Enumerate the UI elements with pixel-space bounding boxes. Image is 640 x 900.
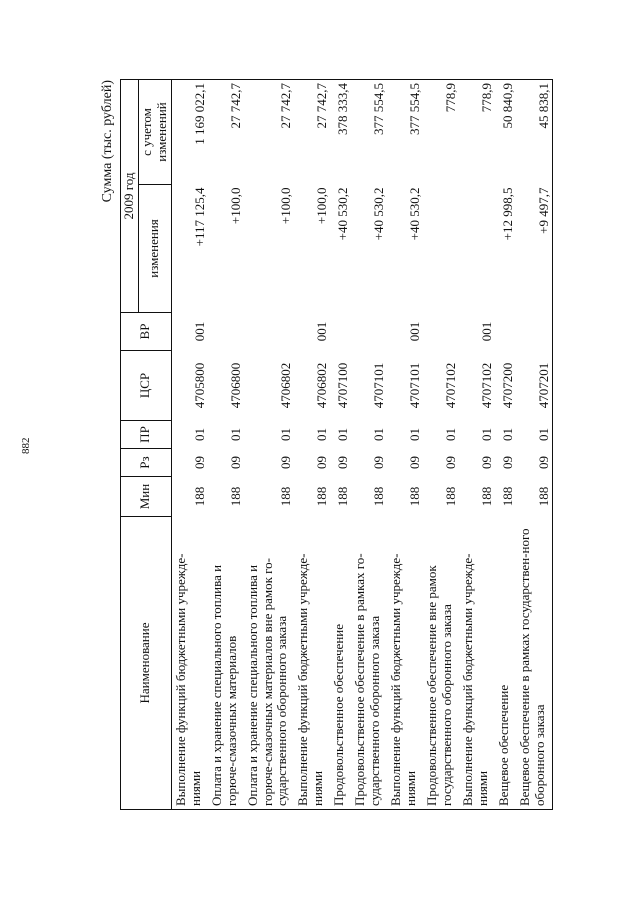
row-min: 188 <box>371 486 387 507</box>
row-name: Выполнение функций бюджетными учрежде-ниями <box>171 517 207 810</box>
row-rz: 09 <box>499 456 515 469</box>
row-name: Вещевое обеспечение в рамках государствен-ного оборонного заказа <box>516 517 552 810</box>
row-pr: 01 <box>442 428 458 441</box>
table-row <box>423 80 459 810</box>
header-pr: ПР <box>121 421 172 449</box>
row-rz: 09 <box>442 456 458 469</box>
row-changes: +9 497,7 <box>516 185 552 313</box>
row-csr: 4707200 <box>499 362 515 409</box>
row-pr: 01 <box>371 428 387 441</box>
row-min: 188 <box>278 486 294 507</box>
table-row <box>387 80 423 810</box>
row-csr: 4706802 <box>314 362 330 409</box>
row-name: Вещевое обеспечение <box>495 517 516 810</box>
row-min: 188 <box>499 486 515 507</box>
row-csr: 4705800 <box>191 362 207 409</box>
row-total: 45 838,1 <box>516 80 552 185</box>
row-changes: +40 530,2 <box>407 187 422 241</box>
row-changes: +40 530,2 <box>371 187 387 241</box>
row-vr: 001 <box>191 321 207 342</box>
row-pr: 01 <box>227 428 243 441</box>
row-min: 188 <box>314 486 330 507</box>
row-total: 27 742,7 <box>294 80 330 185</box>
table-row <box>495 80 516 810</box>
rotated-page-content <box>100 80 570 810</box>
row-rz: 09 <box>227 456 243 469</box>
table-row <box>244 80 295 810</box>
table-row <box>351 80 387 810</box>
row-name: Выполнение функций бюджетными учрежде-ниями <box>294 517 330 810</box>
row-total: 1 169 022,1 <box>171 80 207 185</box>
header-min: Мин <box>121 477 172 517</box>
header-changes: изменения <box>138 185 171 313</box>
row-vr: 001 <box>314 321 330 342</box>
row-name: Продовольственное обеспечение вне рамок государственного оборонного заказа <box>423 517 459 810</box>
table-row <box>459 80 495 810</box>
row-changes: +12 998,5 <box>499 187 515 241</box>
header-vr: ВР <box>121 313 172 351</box>
row-changes: +100,0 <box>278 187 294 225</box>
row-vr <box>330 313 351 351</box>
row-vr <box>423 313 459 351</box>
header-name: Наименование <box>121 517 172 810</box>
row-vr: 001 <box>407 321 422 342</box>
table-row <box>330 80 351 810</box>
header-csr: ЦСР <box>121 351 172 421</box>
page-number: 882 <box>20 437 32 454</box>
row-rz: 09 <box>335 456 351 469</box>
row-total: 50 840,9 <box>495 80 516 185</box>
table-row <box>171 80 207 810</box>
row-csr: 4706802 <box>278 362 294 409</box>
row-changes <box>423 185 459 313</box>
row-name: Продовольственное обеспечение <box>330 517 351 810</box>
row-pr: 01 <box>499 428 515 441</box>
row-min: 188 <box>227 486 243 507</box>
row-csr: 4707101 <box>407 362 422 409</box>
row-vr: 001 <box>478 321 494 342</box>
row-changes: +100,0 <box>227 187 243 225</box>
row-total: 378 333,4 <box>330 80 351 185</box>
table-body <box>171 80 552 810</box>
table-row <box>516 80 552 810</box>
row-csr: 4707102 <box>478 362 494 409</box>
row-min: 188 <box>478 486 494 507</box>
header-year: 2009 год <box>121 80 139 313</box>
row-pr: 01 <box>335 428 351 441</box>
row-pr: 01 <box>407 428 422 441</box>
row-rz: 09 <box>516 449 552 477</box>
row-min: 188 <box>407 486 422 507</box>
row-pr: 01 <box>314 428 330 441</box>
table-row <box>208 80 244 810</box>
row-rz: 09 <box>278 456 294 469</box>
header-with-changes: с учетом изменений <box>138 80 171 185</box>
row-name: Оплата и хранение специального топлива и горюче-смазочных материалов <box>208 517 244 810</box>
row-changes: +117 125,4 <box>191 187 207 247</box>
row-min: 188 <box>335 486 351 507</box>
row-rz: 09 <box>371 456 387 469</box>
row-csr: 4707100 <box>335 362 351 409</box>
row-rz: 09 <box>407 456 422 469</box>
row-csr: 4707102 <box>442 362 458 409</box>
row-min: 188 <box>516 477 552 517</box>
row-total: 27 742,7 <box>208 80 244 185</box>
row-changes <box>459 185 495 313</box>
row-total: 27 742,7 <box>244 80 295 185</box>
row-rz: 09 <box>478 456 494 469</box>
row-rz: 09 <box>314 456 330 469</box>
table-row <box>294 80 330 810</box>
units-caption: Сумма (тыс. рублей) <box>100 80 115 203</box>
row-csr: 4707201 <box>516 351 552 421</box>
header-rz: Рз <box>121 449 172 477</box>
row-name: Продовольственное обеспечение в рамках го-сударственного оборонного заказа <box>351 517 387 810</box>
row-total: 778,9 <box>423 80 459 185</box>
row-pr: 01 <box>516 421 552 449</box>
row-name: Оплата и хранение специального топлива и горюче-смазочных материалов вне рамок го-сударственного оборонного заказа <box>244 517 295 810</box>
row-csr: 4706800 <box>227 362 243 409</box>
row-pr: 01 <box>478 428 494 441</box>
row-name: Выполнение функций бюджетными учрежде-ниями <box>459 517 495 810</box>
row-total: 377 554,5 <box>387 80 423 185</box>
row-vr <box>351 313 387 351</box>
row-name: Выполнение функций бюджетными учрежде-ниями <box>387 517 423 810</box>
row-changes: +40 530,2 <box>335 187 351 241</box>
budget-table <box>120 79 553 810</box>
row-total: 377 554,5 <box>351 80 387 185</box>
row-min: 188 <box>442 486 458 507</box>
row-total: 778,9 <box>459 80 495 185</box>
row-csr: 4707101 <box>371 362 387 409</box>
row-vr <box>208 313 244 351</box>
row-changes: +100,0 <box>314 187 330 225</box>
row-vr <box>244 313 295 351</box>
row-pr: 01 <box>191 428 207 441</box>
row-min: 188 <box>191 486 207 507</box>
row-vr <box>516 313 552 351</box>
row-vr <box>495 313 516 351</box>
row-pr: 01 <box>278 428 294 441</box>
row-rz: 09 <box>191 456 207 469</box>
